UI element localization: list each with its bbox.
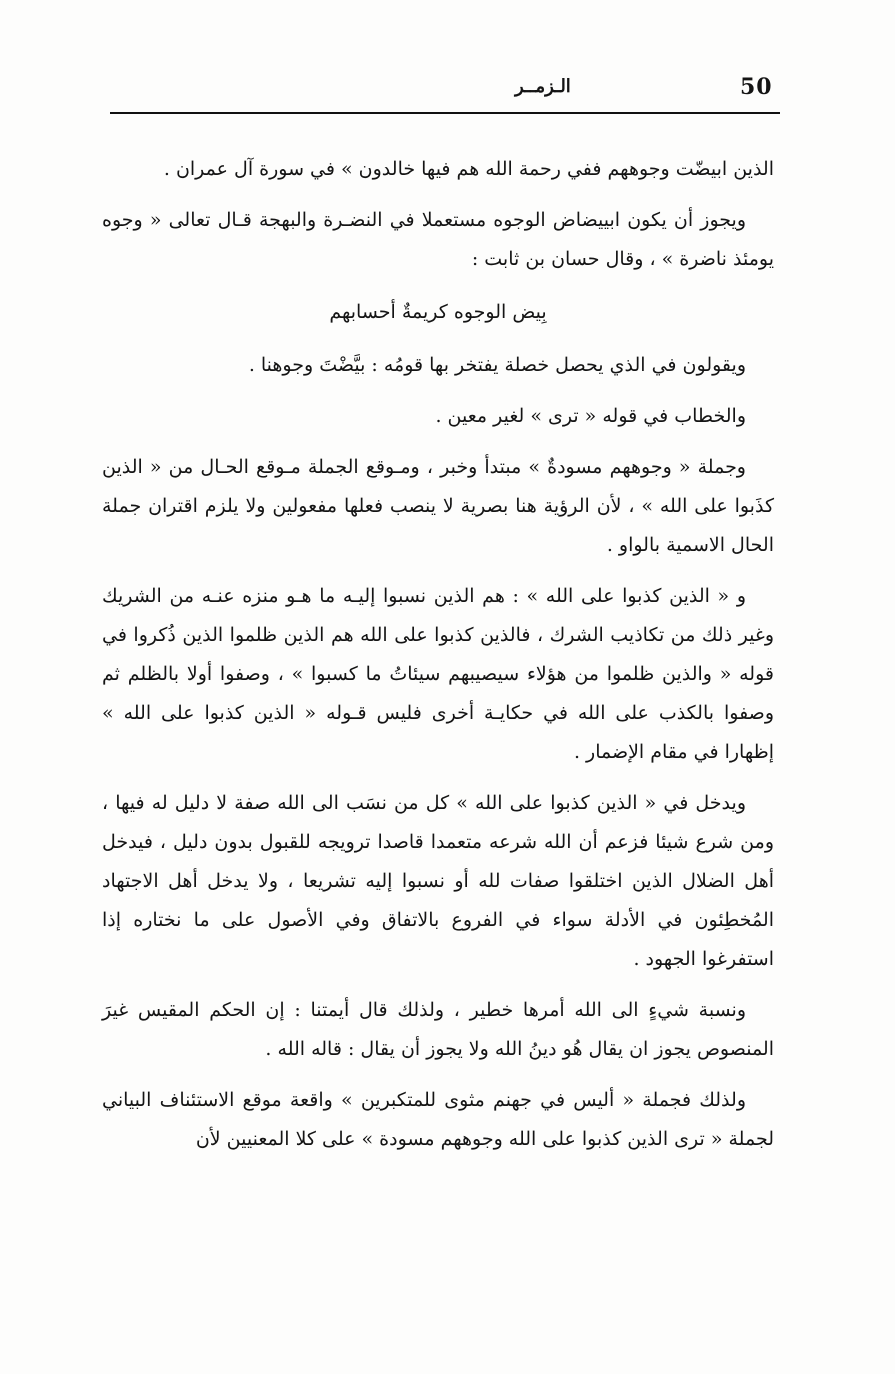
paragraph: ويدخل في « الذين كذبوا على الله » كل من نسَب الى الله صفة لا دليل له فيها ، ومن شرع شيئا فزعم أن الله شرعه متعمدا قاصدا ترويجه للقبول بدون دليل ، فيدخل أهل الضلال الذين اختلقوا صفات لله أو نسبوا إليه تشريعا ، ولا يدخل أهل الاجتهاد المُخطِئون في الأدلة سواء في الفروع بالاتفاق وفي الأصول على ما نختاره إذا استفرغوا الجهود . <box>102 792 774 970</box>
paragraph: الذين ابيضّت وجوههم ففي رحمة الله هم فيها خالدون » في سورة آل عمران . <box>163 158 774 180</box>
paragraph: ويقولون في الذي يحصل خصلة يفتخر بها قومُه : بيَّضْتَ وجوهنا . <box>248 354 746 376</box>
paragraph: وجملة « وجوههم مسودةٌ » مبتدأ وخبر ، ومـوقع الجملة مـوقع الحـال من « الذين كذَبوا على الله » ، لأن الرؤية هنا بصرية لا ينصب فعلها مفعولين ولا يلزم اقتران جملة الحال الاسمية بالواو . <box>102 456 774 556</box>
page-header <box>110 70 780 110</box>
header-rule <box>110 112 780 114</box>
body-text <box>102 150 774 1171</box>
paragraph: و « الذين كذبوا على الله » : هم الذين نسبوا إليـه ما هـو منزه عنـه من الشريك وغير ذلك من تكاذيب الشرك ، فالذين كذبوا على الله هم الذين ظلموا الذين ذُكروا في قوله « والذين ظلموا من هؤلاء سيصيبهم سيئاتُ ما كسبوا » ، وصفوا أولا بالظلم ثم وصفوا بالكذب على الله في حكايـة أخرى فليس قـوله « الذين كذبوا على الله » إظهارا في مقام الإضمار . <box>102 585 774 763</box>
verse-line: بِيض الوجوه كريمةٌ أحسابهم <box>329 301 547 323</box>
paragraph: ونسبة شيءٍ الى الله أمرها خطير ، ولذلك قال أيمتنا : إن الحكم المقيس غيرَ المنصوص يجوز ان يقال هُو دينُ الله ولا يجوز أن يقال : قاله الله . <box>102 999 774 1060</box>
page-number: 50 <box>740 74 773 100</box>
paragraph: ولذلك فجملة « أليس في جهنم مثوى للمتكبرين » واقعة موقع الاستئناف البياني لجملة « ترى الذين كذبوا على الله وجوههم مسودة » على كلا المعنيين لأن <box>102 1089 774 1150</box>
paragraph: ويجوز أن يكون ابييضاض الوجوه مستعملا في النضـرة والبهجة قـال تعالى « وجوه يومئذ ناضرة » ، وقال حسان بن ثابت : <box>102 209 774 270</box>
paragraph: والخطاب في قوله « ترى » لغير معين . <box>435 405 746 427</box>
running-title: الـزمــر <box>515 76 571 97</box>
